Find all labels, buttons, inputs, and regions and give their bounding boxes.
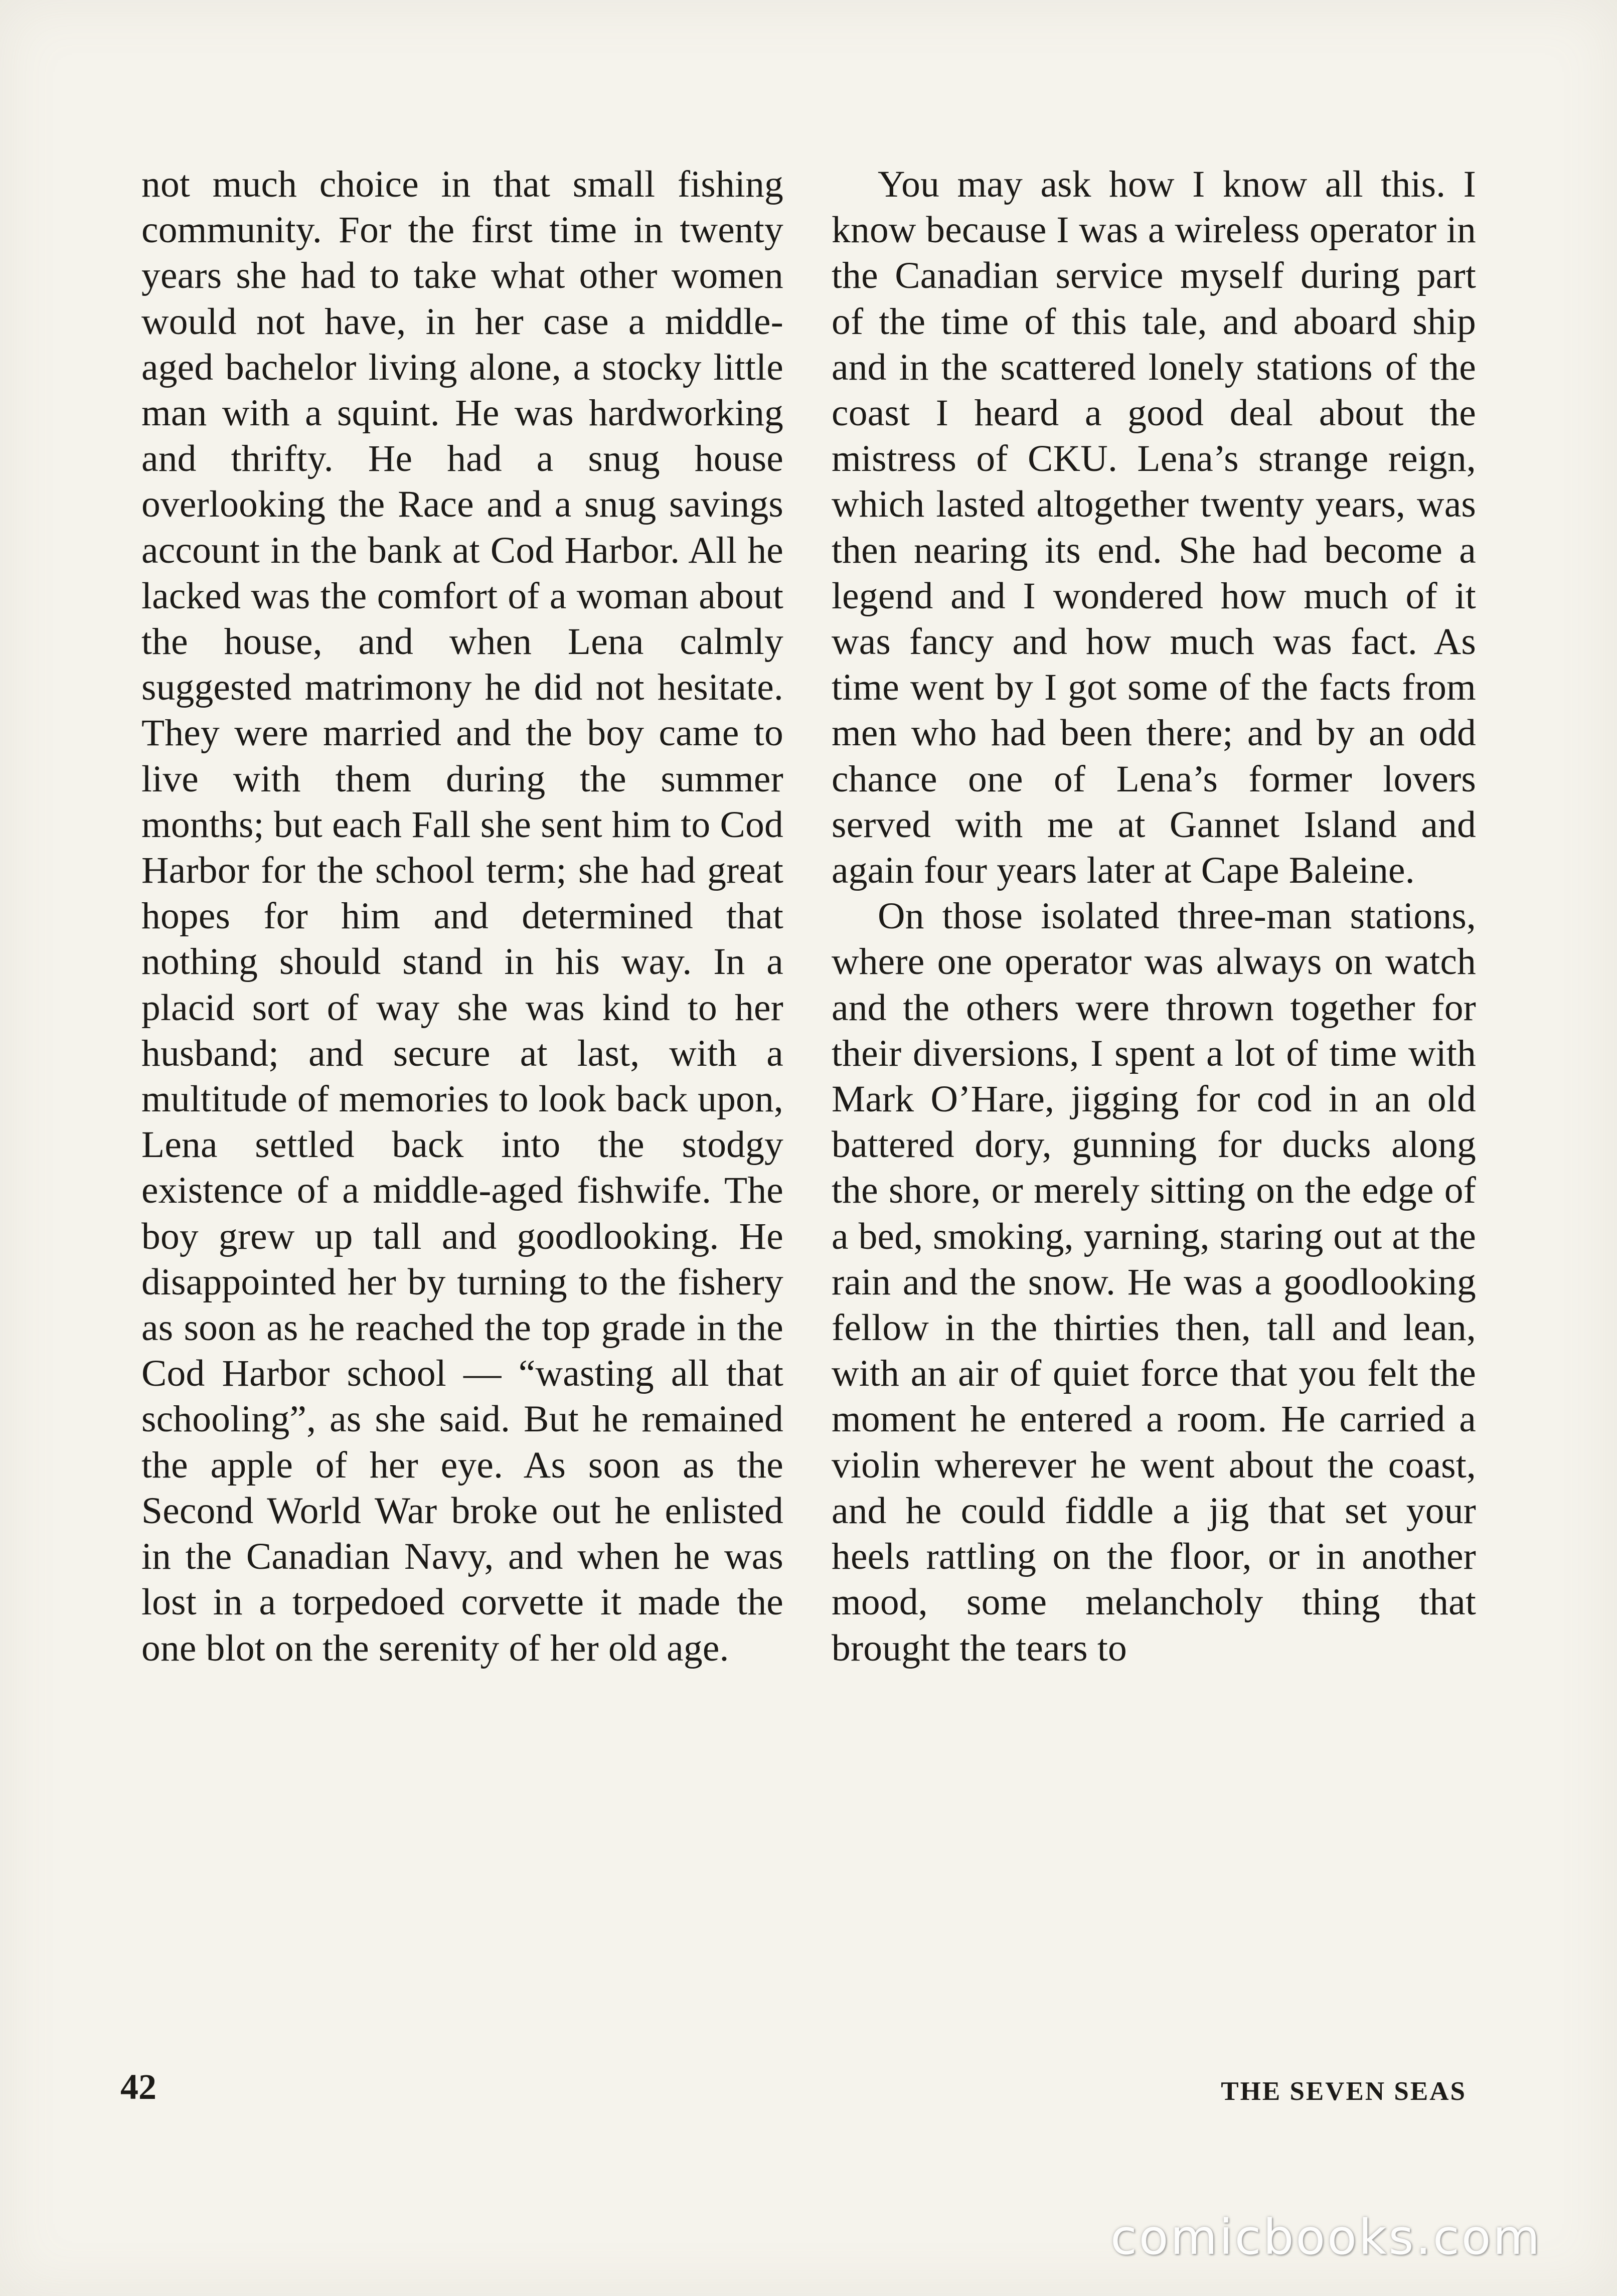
right-column — [832, 161, 1476, 1671]
left-paragraph-1: not much choice in that small fishing community. For the first time in twenty years she had to take what other women would not have, in her case a middle-aged bachelor living alone, a stocky little man with a squint. He was hardworking and thrifty. He had a snug house overlooking the Race and a snug savings account in the bank at Cod Harbor. All he lacked was the comfort of a woman about the house, and when Lena calmly suggested matrimony he did not hesitate. They were married and the boy came to live with them during the summer months; but each Fall she sent him to Cod Harbor for the school term; she had great hopes for him and determined that nothing should stand in his way. In a placid sort of way she was kind to her husband; and secure at last, with a multitude of memories to look back upon, Lena settled back into the stodgy existence of a middle-aged fishwife. The boy grew up tall and goodlooking. He disappointed her by turning to the fishery as soon as he reached the top grade in the Cod Harbor school — “wasting all that schooling”, as she said. But he remained the apple of her eye. As soon as the Second World War broke out he enlisted in the Canadian Navy, and when he was lost in a torpedoed corvette it made the one blot on the serenity of her old age. — [141, 163, 783, 1669]
watermark: comicbooks.com — [1110, 2209, 1542, 2265]
page-number: 42 — [120, 2067, 156, 2107]
left-column — [141, 161, 783, 1671]
right-paragraph-2: On those isolated three-man stations, where one operator was always on watch and the others were thrown together for their diversions, I spent a lot of time with Mark O’Hare, jigging for cod in an old battered dory, gunning for ducks along the shore, or merely sitting on the edge of a bed, smoking, yarning, staring out at the rain and the snow. He was a goodlooking fellow in the thirties then, tall and lean, with an air of quiet force that you felt the moment he entered a room. He carried a violin wherever he went about the coast, and he could fiddle a jig that set your heels rattling on the floor, or in another mood, some melancholy thing that brought the tears to — [832, 895, 1476, 1669]
magazine-title: THE SEVEN SEAS — [1221, 2077, 1467, 2106]
right-paragraph-1: You may ask how I know all this. I know because I was a wireless operator in the Canadian service myself during part of the time of this tale, and aboard ship and in the scattered lonely stations of the coast I heard a good deal about the mistress of CKU. Lena’s strange reign, which lasted altogether twenty years, was then nearing its end. She had become a legend and I wondered how much of it was fancy and how much was fact. As time went by I got some of the facts from men who had been there; and by an odd chance one of Lena’s former lovers served with me at Gannet Island and again four years later at Cape Baleine. — [832, 163, 1476, 892]
